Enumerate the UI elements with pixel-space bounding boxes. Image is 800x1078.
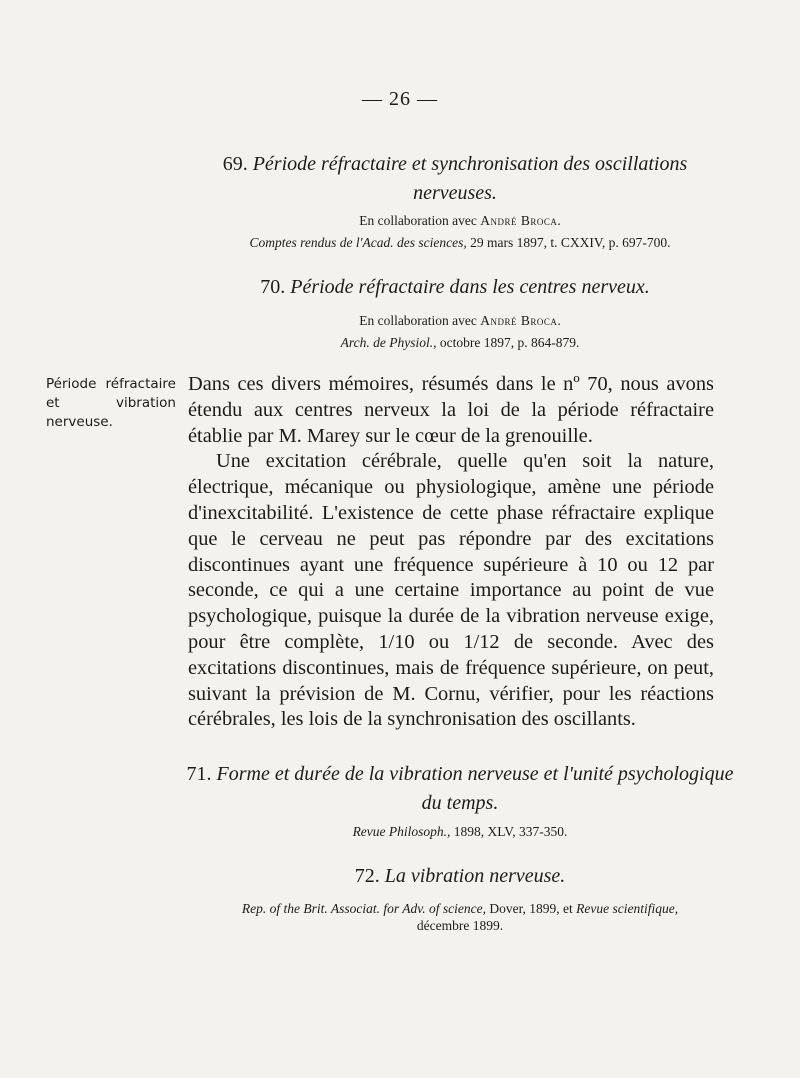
entry-69-source: Comptes rendus de l'Acad. des sciences, 29 mars 1897, t. CXXIV, p. 697-700.: [249, 235, 671, 250]
entry-72-source-date: décembre 1899.: [416, 918, 504, 933]
entry-69-title-line1: Période réfractaire et synchronisation des oscillations: [252, 153, 688, 175]
entry-69-collaboration: En collaboration avec André Broca.: [359, 213, 561, 228]
entry-71-source: Revue Philosoph., 1898, XLV, 337-350.: [352, 824, 568, 839]
entry-72-title: [250, 862, 670, 891]
entry-72-title-text: La vibration nerveuse.: [384, 865, 566, 887]
page-number: — 26 —: [362, 88, 438, 110]
entry-69-number: 69.: [222, 153, 248, 175]
entry-71-number: 71.: [186, 763, 212, 785]
body-text: [188, 372, 714, 733]
entry-70-number: 70.: [260, 276, 286, 298]
entry-71-title-line1: Forme et durée de la vibration nerveuse et l'unité psychologique: [216, 763, 734, 785]
entry-71-title: [170, 760, 750, 818]
entry-72-number: 72.: [354, 865, 380, 887]
entry-70-title-text: Période réfractaire dans les centres nerveux.: [290, 276, 650, 298]
entry-71-title-line2: du temps.: [421, 792, 499, 814]
entry-69-collaborator: André Broca: [480, 213, 558, 228]
body-paragraph-2: Une excitation cérébrale, quelle qu'en soit la nature, électrique, mécanique ou physiologique, amène une période d'inexcitabilité. L'existence de cette phase réfractaire explique que le cerveau ne peut pas répondre par des excitations discontinues ayant une fréquence supérieure à 10 ou 12 par seconde, ce qui a une certaine importance au point de vue psychologique, puisque la durée de la vibration nerveuse exige, pour être complète, 1/10 ou 1/12 de seconde. Avec des excitations discontinues, mais de fréquence supérieure, on peut, suivant la prévision de M. Cornu, vérifier, pour les réactions cérébrales, les lois de la synchronisation des oscillants.: [188, 450, 714, 731]
body-paragraph-1: Dans ces divers mémoires, résumés dans le nº 70, nous avons étendu aux centres nerveux la loi de la période réfractaire établie par M. Marey sur le cœur de la grenouille.: [188, 373, 714, 447]
entry-70-title: [200, 273, 710, 302]
margin-note: Période réfractaire et vibration nerveuse.: [46, 376, 176, 430]
entry-69-title: [205, 150, 705, 208]
entry-70-source: Arch. de Physiol., octobre 1897, p. 864-879.: [340, 335, 580, 350]
entry-70-collaboration: En collaboration avec André Broca.: [359, 313, 561, 328]
entry-72-source: Rep. of the Brit. Associat. for Adv. of science, Dover, 1899, et Revue scientifique,: [241, 901, 679, 916]
entry-69-title-line2: nerveuses.: [413, 182, 497, 204]
entry-70-collaborator: André Broca: [480, 313, 558, 328]
